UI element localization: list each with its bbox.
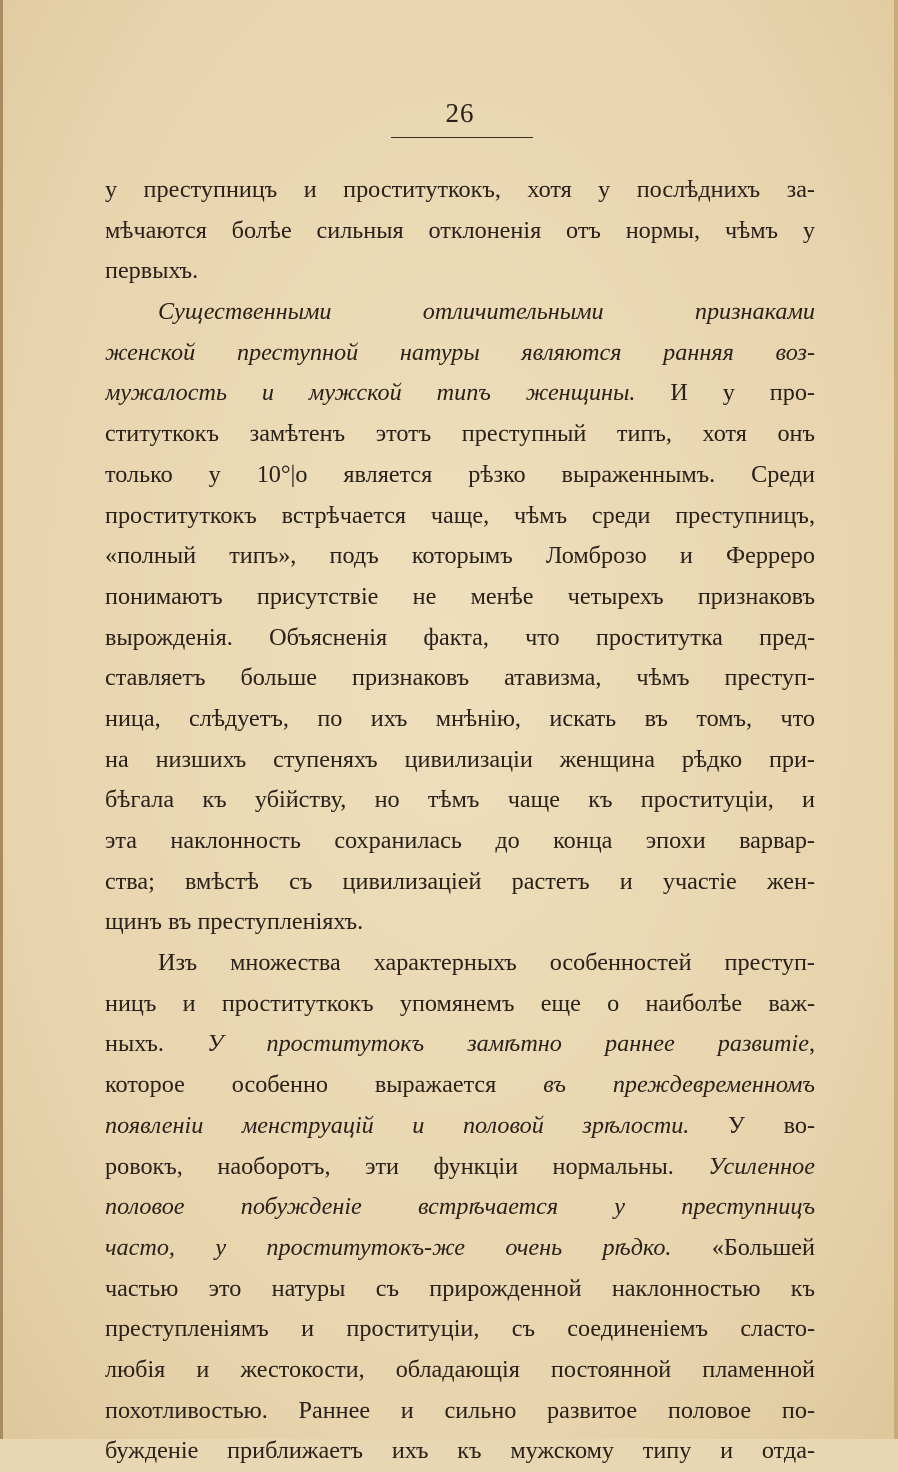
text-line: ституткокъ замѣтенъ этотъ преступный типъ, хотя онъ [105, 420, 815, 448]
text-span: И у про- [635, 379, 815, 407]
text-line: понимаютъ присутствіе не менѣе четырехъ признаковъ [105, 582, 815, 610]
italic-span: У проститутокъ замѣтно раннее развитіе [207, 1030, 809, 1058]
text-line: ставляетъ больше признаковъ атавизма, чѣмъ преступ- [105, 664, 815, 692]
text-span: ныхъ. [105, 1030, 208, 1058]
text-line: щинъ въ преступленіяхъ. [105, 908, 364, 936]
text-line: бужденіе приближаетъ ихъ къ мужскому типу и отда- [105, 1437, 815, 1465]
text-line [105, 943, 815, 984]
body-text [105, 170, 815, 1472]
text-line: похотливостью. Раннее и сильно развитое половое по- [105, 1396, 815, 1424]
text-line: частью это натуры съ прирожденной наклонностью къ [105, 1274, 815, 1302]
text-line: у преступницъ и проституткокъ, хотя у послѣднихъ за- [105, 176, 815, 203]
page-number: 26 [445, 98, 475, 128]
text-span: «Большей [671, 1233, 815, 1261]
text-line: «полный типъ», подъ которымъ Ломброзо и Ферреро [105, 542, 815, 570]
text-line [105, 292, 815, 333]
text-line: вырожденія. Объясненія факта, что проститутка пред- [105, 623, 815, 651]
italic-span: половое побужденіе встрѣчается у преступницъ [105, 1193, 815, 1221]
text-line: бѣгала къ убійству, но тѣмъ чаще къ проституціи, и [105, 786, 815, 814]
text-line [105, 1228, 815, 1269]
text-span: которое особенно выражается [105, 1071, 544, 1099]
text-line: любія и жестокости, обладающія постоянной пламенной [105, 1355, 815, 1383]
text-line: проституткокъ встрѣчается чаще, чѣмъ среди преступницъ, [105, 501, 815, 529]
header-rule [391, 137, 533, 138]
italic-span: Усиленное [708, 1152, 815, 1180]
text-line [105, 1187, 815, 1228]
text-line [105, 1065, 815, 1106]
text-line: на низшихъ ступеняхъ цивилизаціи женщина рѣдко при- [105, 745, 815, 773]
text-span: Изъ множества характерныхъ особенностей преступ- [158, 949, 815, 977]
text-line: ницъ и проституткокъ упомянемъ еще о наиболѣе важ- [105, 989, 815, 1017]
text-line: ства; вмѣстѣ съ цивилизаціей растетъ и участіе жен- [105, 867, 815, 895]
italic-span: женской преступной натуры являются ранняя воз- [105, 338, 815, 366]
italic-span: Существенными отличительными признаками [158, 298, 815, 326]
italic-span: мужалость и мужской типъ женщины. [105, 379, 636, 407]
text-line [105, 1147, 815, 1188]
text-span: ровокъ, наоборотъ, эти функціи нормальны. [105, 1152, 709, 1180]
italic-span: часто, у проститутокъ-же очень рѣдко. [105, 1233, 672, 1261]
text-line: мѣчаются болѣе сильныя отклоненія отъ нормы, чѣмъ у [105, 216, 815, 244]
text-span: У во- [689, 1111, 815, 1139]
text-line: первыхъ. [105, 257, 199, 285]
text-line: ница, слѣдуетъ, по ихъ мнѣнію, искать въ томъ, что [105, 704, 815, 732]
italic-span: въ преждевременномъ [543, 1071, 815, 1099]
text-line [105, 333, 815, 374]
text-line [105, 1024, 815, 1065]
text-line [105, 373, 815, 414]
text-line: только у 10°|о является рѣзко выраженнымъ. Среди [105, 460, 815, 488]
italic-span: появленіи менструацій и половой зрѣлости. [105, 1111, 690, 1139]
text-span: , [808, 1030, 815, 1058]
text-line: преступленіямъ и проституціи, съ соединеніемъ сласто- [105, 1315, 815, 1343]
text-line [105, 1106, 815, 1147]
text-line: эта наклонность сохранилась до конца эпохи варвар- [105, 827, 815, 854]
